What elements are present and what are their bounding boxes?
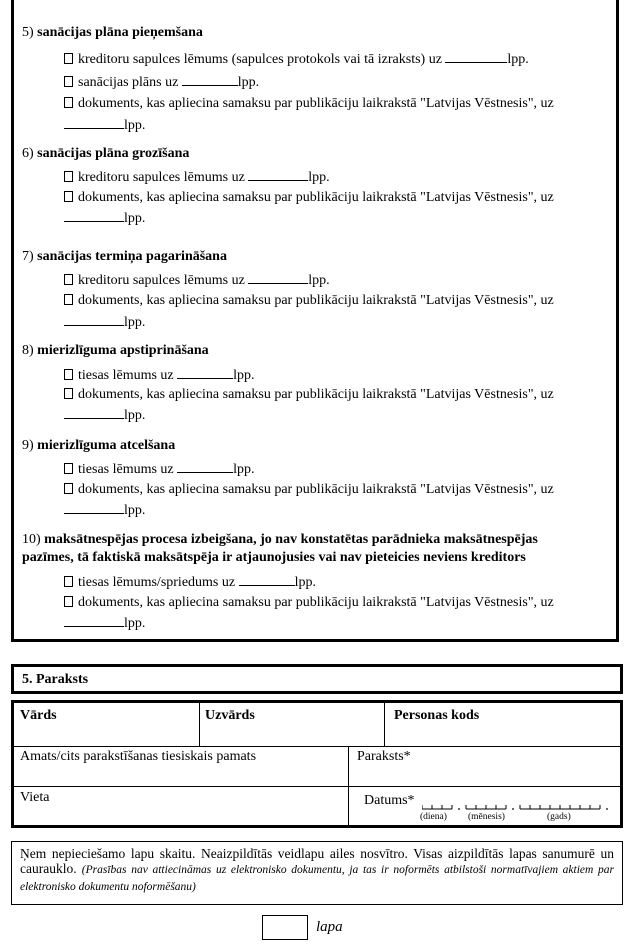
- checkbox[interactable]: [64, 171, 73, 182]
- name-label: Vārds: [20, 708, 57, 723]
- checkbox[interactable]: [64, 97, 73, 108]
- group-7-item-2-cont: lpp.: [64, 313, 145, 331]
- page-count-blank[interactable]: [248, 271, 308, 284]
- page-count-blank[interactable]: [64, 406, 124, 419]
- divider: [14, 786, 620, 787]
- section-5-header: [11, 664, 623, 694]
- page-number-box[interactable]: [262, 915, 308, 940]
- checkbox[interactable]: [64, 191, 73, 202]
- divider: [384, 703, 385, 746]
- instructions-note: [11, 841, 623, 905]
- group-9-item-2-cont: lpp.: [64, 501, 145, 519]
- group-9-item-1: tiesas lēmums uz lpp.: [64, 460, 255, 478]
- date-year-caption: (gads): [547, 812, 571, 822]
- checkbox[interactable]: [64, 76, 73, 87]
- checkbox[interactable]: [64, 596, 73, 607]
- date-day-caption: (diena): [420, 812, 447, 822]
- group-10-item-2: dokuments, kas apliecina samaksu par publikāciju laikrakstā "Latvijas Vēstnesis", uz: [64, 595, 554, 611]
- section-5-title: 5. Paraksts: [22, 672, 89, 687]
- date-label: Datums*: [364, 793, 415, 808]
- group-7-item-2: dokuments, kas apliecina samaksu par publikāciju laikrakstā "Latvijas Vēstnesis", uz: [64, 293, 554, 309]
- group-5-item-1: kreditoru sapulces lēmums (sapulces protokols vai tā izraksts) uz lpp.: [64, 50, 529, 68]
- group-8-item-1: tiesas lēmums uz lpp.: [64, 366, 255, 384]
- checkbox[interactable]: [64, 369, 73, 380]
- page-count-blank[interactable]: [64, 313, 124, 326]
- date-entry-field[interactable]: [422, 799, 610, 811]
- signature-label: Paraksts*: [357, 749, 411, 764]
- page-count-blank[interactable]: [182, 73, 238, 86]
- page-count-blank[interactable]: [64, 116, 124, 129]
- place-label: Vieta: [20, 790, 50, 805]
- group-10-title-line1: 10) maksātnespējas procesa izbeigšana, jo nav konstatētas parādnieka maksātnespējas: [22, 532, 538, 547]
- page-count-blank[interactable]: [64, 501, 124, 514]
- group-8-title: 8) mierizlīguma apstiprināšana: [22, 343, 209, 358]
- note-italic-text: (Prasības nav attiecināmas uz elektronisko dokumentu, ja tas ir noformēts atbilstoši normatīvajiem aktiem par elektronisko dokumentu noformēšanu): [20, 864, 614, 893]
- group-8-item-2: dokuments, kas apliecina samaksu par publikāciju laikrakstā "Latvijas Vēstnesis", uz: [64, 387, 554, 403]
- personal-code-label: Personas kods: [394, 708, 480, 723]
- group-7-title: 7) sanācijas termiņa pagarināšana: [22, 249, 227, 264]
- group-5-item-2: sanācijas plāns uz lpp.: [64, 73, 259, 91]
- checkbox[interactable]: [64, 294, 73, 305]
- checkbox[interactable]: [64, 388, 73, 399]
- signature-table: [11, 700, 623, 828]
- checkbox[interactable]: [64, 463, 73, 474]
- group-10-item-2-cont: lpp.: [64, 614, 145, 632]
- page-count-blank[interactable]: [445, 50, 507, 63]
- date-month-caption: (mēnesis): [468, 812, 505, 822]
- page-count-blank[interactable]: [64, 614, 124, 627]
- group-6-item-1: kreditoru sapulces lēmums uz lpp.: [64, 168, 330, 186]
- note-main-text: Ņem nepieciešamo lapu skaitu. Neaizpildītās veidlapu ailes nosvītro. Visas aizpildītās lapas sanumurē un caurauklo.: [20, 846, 614, 876]
- divider: [199, 703, 200, 746]
- group-7-item-1: kreditoru sapulces lēmums uz lpp.: [64, 271, 330, 289]
- page-count-blank[interactable]: [177, 366, 233, 379]
- group-6-item-2-cont: lpp.: [64, 209, 145, 227]
- divider: [14, 746, 620, 747]
- group-5-item-3: dokuments, kas apliecina samaksu par publikāciju laikrakstā "Latvijas Vēstnesis", uz: [64, 96, 554, 112]
- group-5-item-3-cont: lpp.: [64, 116, 145, 134]
- group-10-title-line2: pazīmes, tā faktiskā maksātspēja ir atjaunojusies vai nav pieteicies neviens kreditors: [22, 550, 526, 565]
- page-count-blank[interactable]: [177, 460, 233, 473]
- position-label: Amats/cits parakstīšanas tiesiskais pamats: [20, 749, 257, 764]
- group-9-title: 9) mierizlīguma atcelšana: [22, 438, 176, 453]
- checkbox[interactable]: [64, 274, 73, 285]
- group-5-title: 5) sanācijas plāna pieņemšana: [22, 25, 203, 40]
- surname-label: Uzvārds: [205, 708, 255, 723]
- checkbox[interactable]: [64, 53, 73, 64]
- checkbox[interactable]: [64, 576, 73, 587]
- group-8-item-2-cont: lpp.: [64, 406, 145, 424]
- group-9-item-2: dokuments, kas apliecina samaksu par publikāciju laikrakstā "Latvijas Vēstnesis", uz: [64, 482, 554, 498]
- group-10-item-1: tiesas lēmums/spriedums uz lpp.: [64, 573, 316, 591]
- page-count-blank[interactable]: [248, 168, 308, 181]
- page-label: lapa: [316, 919, 343, 935]
- page-count-blank[interactable]: [64, 209, 124, 222]
- group-6-item-2: dokuments, kas apliecina samaksu par publikāciju laikrakstā "Latvijas Vēstnesis", uz: [64, 190, 554, 206]
- page-count-blank[interactable]: [239, 573, 295, 586]
- group-6-title: 6) sanācijas plāna grozīšana: [22, 146, 190, 161]
- checkbox[interactable]: [64, 483, 73, 494]
